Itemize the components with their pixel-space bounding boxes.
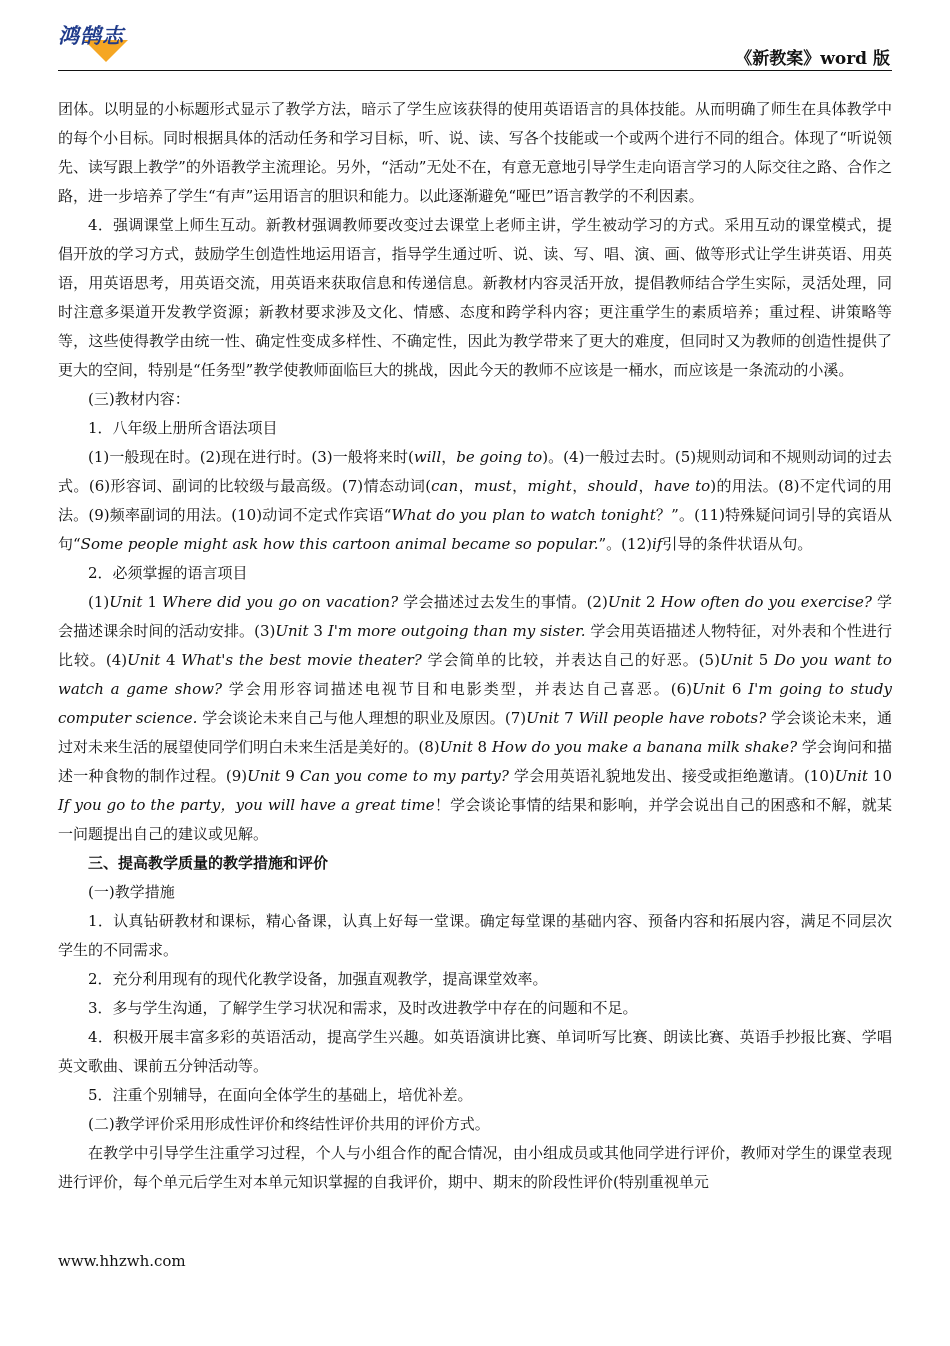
subheading-evaluation: (二)教学评价采用形成性评价和终结性评价共用的评价方式。 <box>88 1115 490 1133</box>
list-item-measure-2: 2．充分利用现有的现代化教学设备，加强直观教学，提高课堂效率。 <box>88 970 548 988</box>
paragraph-grammar-list: (1)一般现在时。(2)现在进行时。(3)一般将来时(will，be going to)。(4)一般过去时。(5)规则动词和不规则动词的过去式。(6)形容词、副词的比较级与最高级。(7)情态动词(can，must，might，should，have to)的用法。(8)不定代词的用法。(9)频率副词的用法。(10)动词不定式作宾语“What do you plan to watch tonight？”。(11)特殊疑问词引导的宾语从句“Some people might ask how this cartoon animal became so popular.”。(12)if引导的条件状语从句。 <box>58 448 892 553</box>
subheading-language-items: 2．必须掌握的语言项目 <box>88 564 248 582</box>
paragraph-point-4: 4．强调课堂上师生互动。新教材强调教师要改变过去课堂上老师主讲，学生被动学习的方式。采用互动的课堂模式，提倡开放的学习方式，鼓励学生创造性地运用语言，指导学生通过听、说、读、写、唱、演、画、做等形式让学生讲英语、用英语，用英语思考，用英语交流，用英语来获取信息和传递信息。新教材内容灵活开放，提倡教师结合学生实际，灵活处理，同时注意多渠道开发教学资源；新教材要求涉及文化、情感、态度和跨学科内容；更注重学生的素质培养；重过程、讲策略等等，这些使得教学由统一性、确定性变成多样性、不确定性，因此为教学带来了更大的难度，但同时又为教师的创造性提供了更大的空间，特别是“任务型”教学使教师面临巨大的挑战，因此今天的教师不应该是一桶水，而应该是一条流动的小溪。 <box>58 216 892 379</box>
paragraph-evaluation: 在教学中引导学生注重学习过程，个人与小组合作的配合情况，由小组成员或其他同学进行评价，教师对学生的课堂表现进行评价，每个单元后学生对本单元知识掌握的自我评价，期中、期末的阶段性评价(特别重视单元 <box>58 1144 892 1191</box>
section-heading-textbook-content: (三)教材内容： <box>88 390 190 408</box>
subheading-grammar-items: 1．八年级上册所含语法项目 <box>88 419 278 437</box>
logo <box>58 20 154 66</box>
list-item-measure-1: 1．认真钻研教材和课标，精心备课，认真上好每一堂课。确定每堂课的基础内容、预备内容和拓展内容，满足不同层次学生的不同需求。 <box>58 912 892 959</box>
page-header <box>58 14 892 71</box>
footer-url: www.hhzwh.com <box>58 1252 186 1270</box>
list-item-measure-4: 4．积极开展丰富多彩的英语活动，提高学生兴趣。如英语演讲比赛、单词听写比赛、朗读比赛、英语手抄报比赛、学唱英文歌曲、课前五分钟活动等。 <box>58 1028 892 1075</box>
logo-text: 鸿鹄志 <box>58 24 124 48</box>
section-heading-measures: 三、提高教学质量的教学措施和评价 <box>88 854 329 872</box>
list-item-measure-3: 3．多与学生沟通，了解学生学习状况和需求，及时改进教学中存在的问题和不足。 <box>88 999 638 1017</box>
paragraph-intro-continued: 团体。以明显的小标题形式显示了教学方法，暗示了学生应该获得的使用英语语言的具体技能。从而明确了师生在具体教学中的每个小目标。同时根据具体的活动任务和学习目标，听、说、读、写各个技能或一个或两个进行不同的组合。体现了“听说领先、读写跟上教学”的外语教学主流理论。另外，“活动”无处不在，有意无意地引导学生走向语言学习的人际交往之路、合作之路，进一步培养了学生“有声”运用语言的胆识和能力。以此逐渐避免“哑巴”语言教学的不利因素。 <box>58 100 892 205</box>
document-title: 《新教案》word 版 <box>735 49 890 69</box>
document-body <box>58 95 892 1197</box>
paragraph-unit-list: (1)Unit 1 Where did you go on vacation? 学会描述过去发生的事情。(2)Unit 2 How often do you exercise? 学会描述课余时间的活动安排。(3)Unit 3 I'm more outgoing than my sister. 学会用英语描述人物特征，对外表和个性进行比较。(4)Unit 4 What's the best movie theater? 学会简单的比较，并表达自己的好恶。(5)Unit 5 Do you want to watch a game show? 学会用形容词描述电视节目和电影类型，并表达自己喜恶。(6)Unit 6 I'm going to study computer science. 学会谈论未来自己与他人理想的职业及原因。(7)Unit 7 Will people have robots? 学会谈论未来，通过对未来生活的展望使同学们明白未来生活是美好的。(8)Unit 8 How do you make a banana milk shake? 学会询问和描述一种食物的制作过程。(9)Unit 9 Can you come to my party? 学会用英语礼貌地发出、接受或拒绝邀请。(10)Unit 10 If you go to the party，you will have a great time！学会谈论事情的结果和影响，并学会说出自己的困惑和不解，就某一问题提出自己的建议或见解。 <box>58 593 893 843</box>
list-item-measure-5: 5．注重个别辅导，在面向全体学生的基础上，培优补差。 <box>88 1086 473 1104</box>
subheading-teaching-measures: (一)教学措施 <box>88 883 175 901</box>
